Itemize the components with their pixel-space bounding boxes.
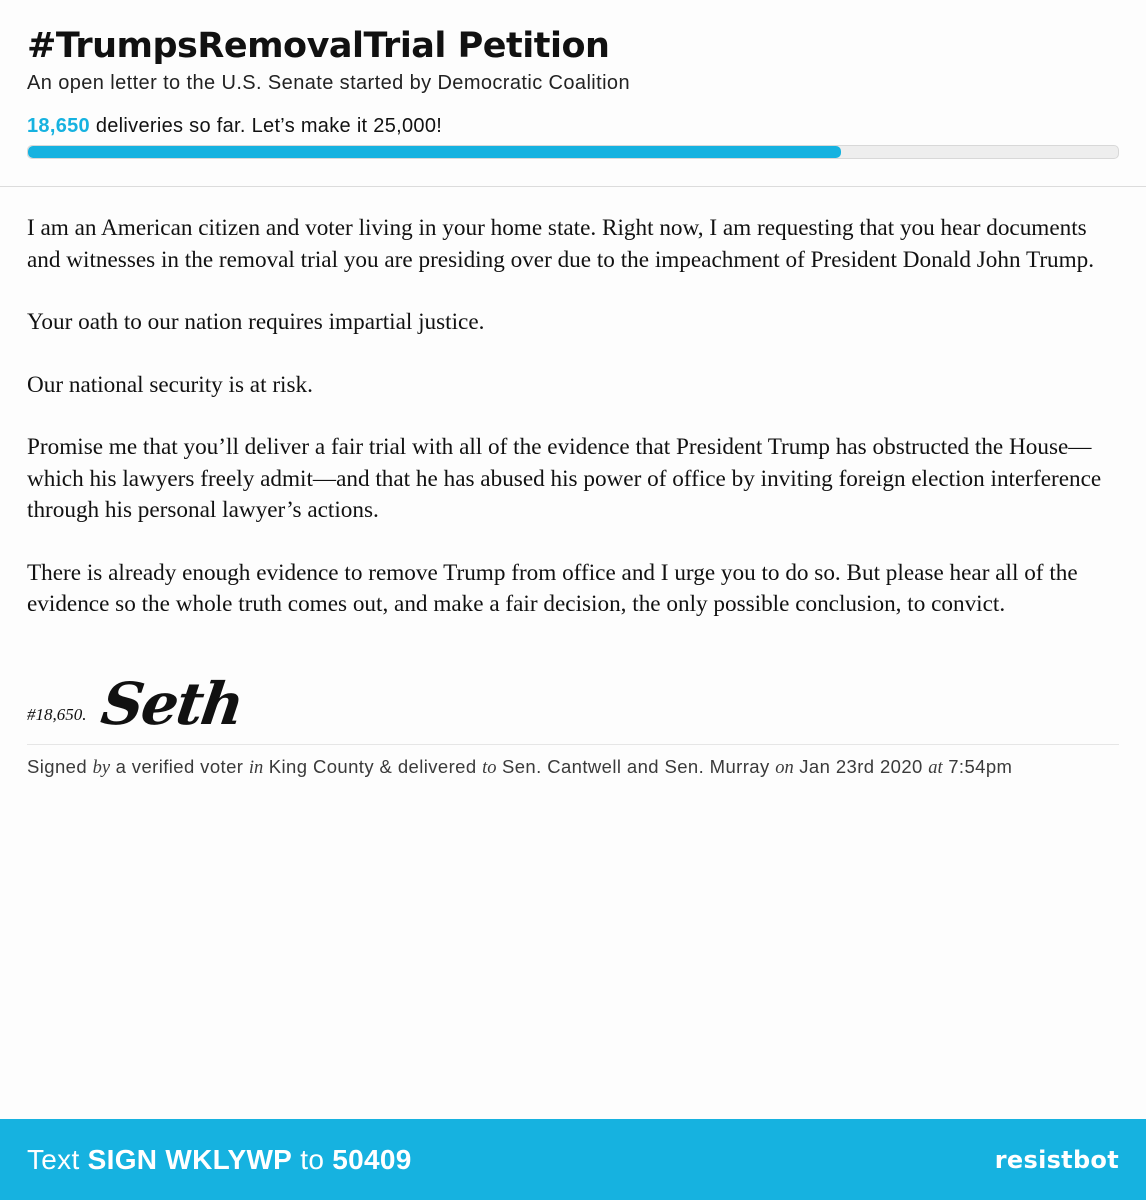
letter-paragraph: There is already enough evidence to remove Trump from office and I urge you to do so. But please hear all of the evidence so the whole truth comes out, and make a fair decision, the only possible conclusion, to convict. (27, 559, 1078, 617)
signed-time: 7:54pm (948, 756, 1013, 777)
signed-label: Signed (27, 756, 88, 777)
petition-subtitle: An open letter to the U.S. Senate started by Democratic Coalition (27, 72, 630, 94)
signature-row (27, 668, 1119, 745)
connector-on: on (775, 758, 794, 778)
delivered-label: delivered (397, 756, 477, 777)
connector-at: at (928, 758, 943, 778)
cta-to: to (300, 1144, 325, 1175)
delivery-progress-fill (28, 146, 841, 158)
cta-prefix: Text (27, 1144, 80, 1175)
connector-in: in (248, 758, 264, 778)
delivery-progress-text (27, 113, 442, 139)
delivery-goal-text: deliveries so far. Let’s make it 25,000! (89, 115, 443, 137)
connector-to: to (482, 758, 497, 778)
footer-banner (0, 1119, 1146, 1200)
connector-by: by (92, 758, 111, 778)
delivery-progress-bar (27, 145, 1119, 159)
letter-paragraph: Your oath to our nation requires impartial justice. (27, 309, 485, 335)
delivery-count: 18,650 (27, 115, 90, 137)
cta-number: 50409 (332, 1144, 412, 1175)
petition-header (0, 0, 1146, 187)
resistbot-logo: resistbot (994, 1146, 1119, 1174)
signer-location: King County (268, 756, 374, 777)
sms-call-to-action (27, 1143, 412, 1177)
cta-keyword: SIGN WKLYWP (87, 1144, 293, 1175)
letter-paragraph: Our national security is at risk. (27, 371, 313, 398)
recipients: Sen. Cantwell and Sen. Murray (502, 756, 770, 777)
letter-body (27, 213, 1122, 652)
signature-number: #18,650. (27, 705, 87, 724)
letter-paragraph: Promise me that you’ll deliver a fair trial with all of the evidence that President Trump has obstructed the House—which his lawyers freely admit—and that he has abused his power of office by inviting foreign election interference through his personal lawyer’s actions. (27, 434, 1102, 523)
signer-description: a verified voter (115, 756, 244, 777)
signature-details (27, 755, 1012, 780)
letter-paragraph: I am an American citizen and voter living in your home state. Right now, I am requesting that you hear documents and witnesses in the removal trial you are presiding over due to the impeachment of President Donald John Trump. (27, 215, 1095, 273)
petition-title: #TrumpsRemovalTrial Petition (27, 26, 610, 66)
signed-date: Jan 23rd 2020 (799, 756, 923, 777)
signature-name: Seth (97, 670, 247, 738)
connector-amp: & (379, 756, 393, 777)
